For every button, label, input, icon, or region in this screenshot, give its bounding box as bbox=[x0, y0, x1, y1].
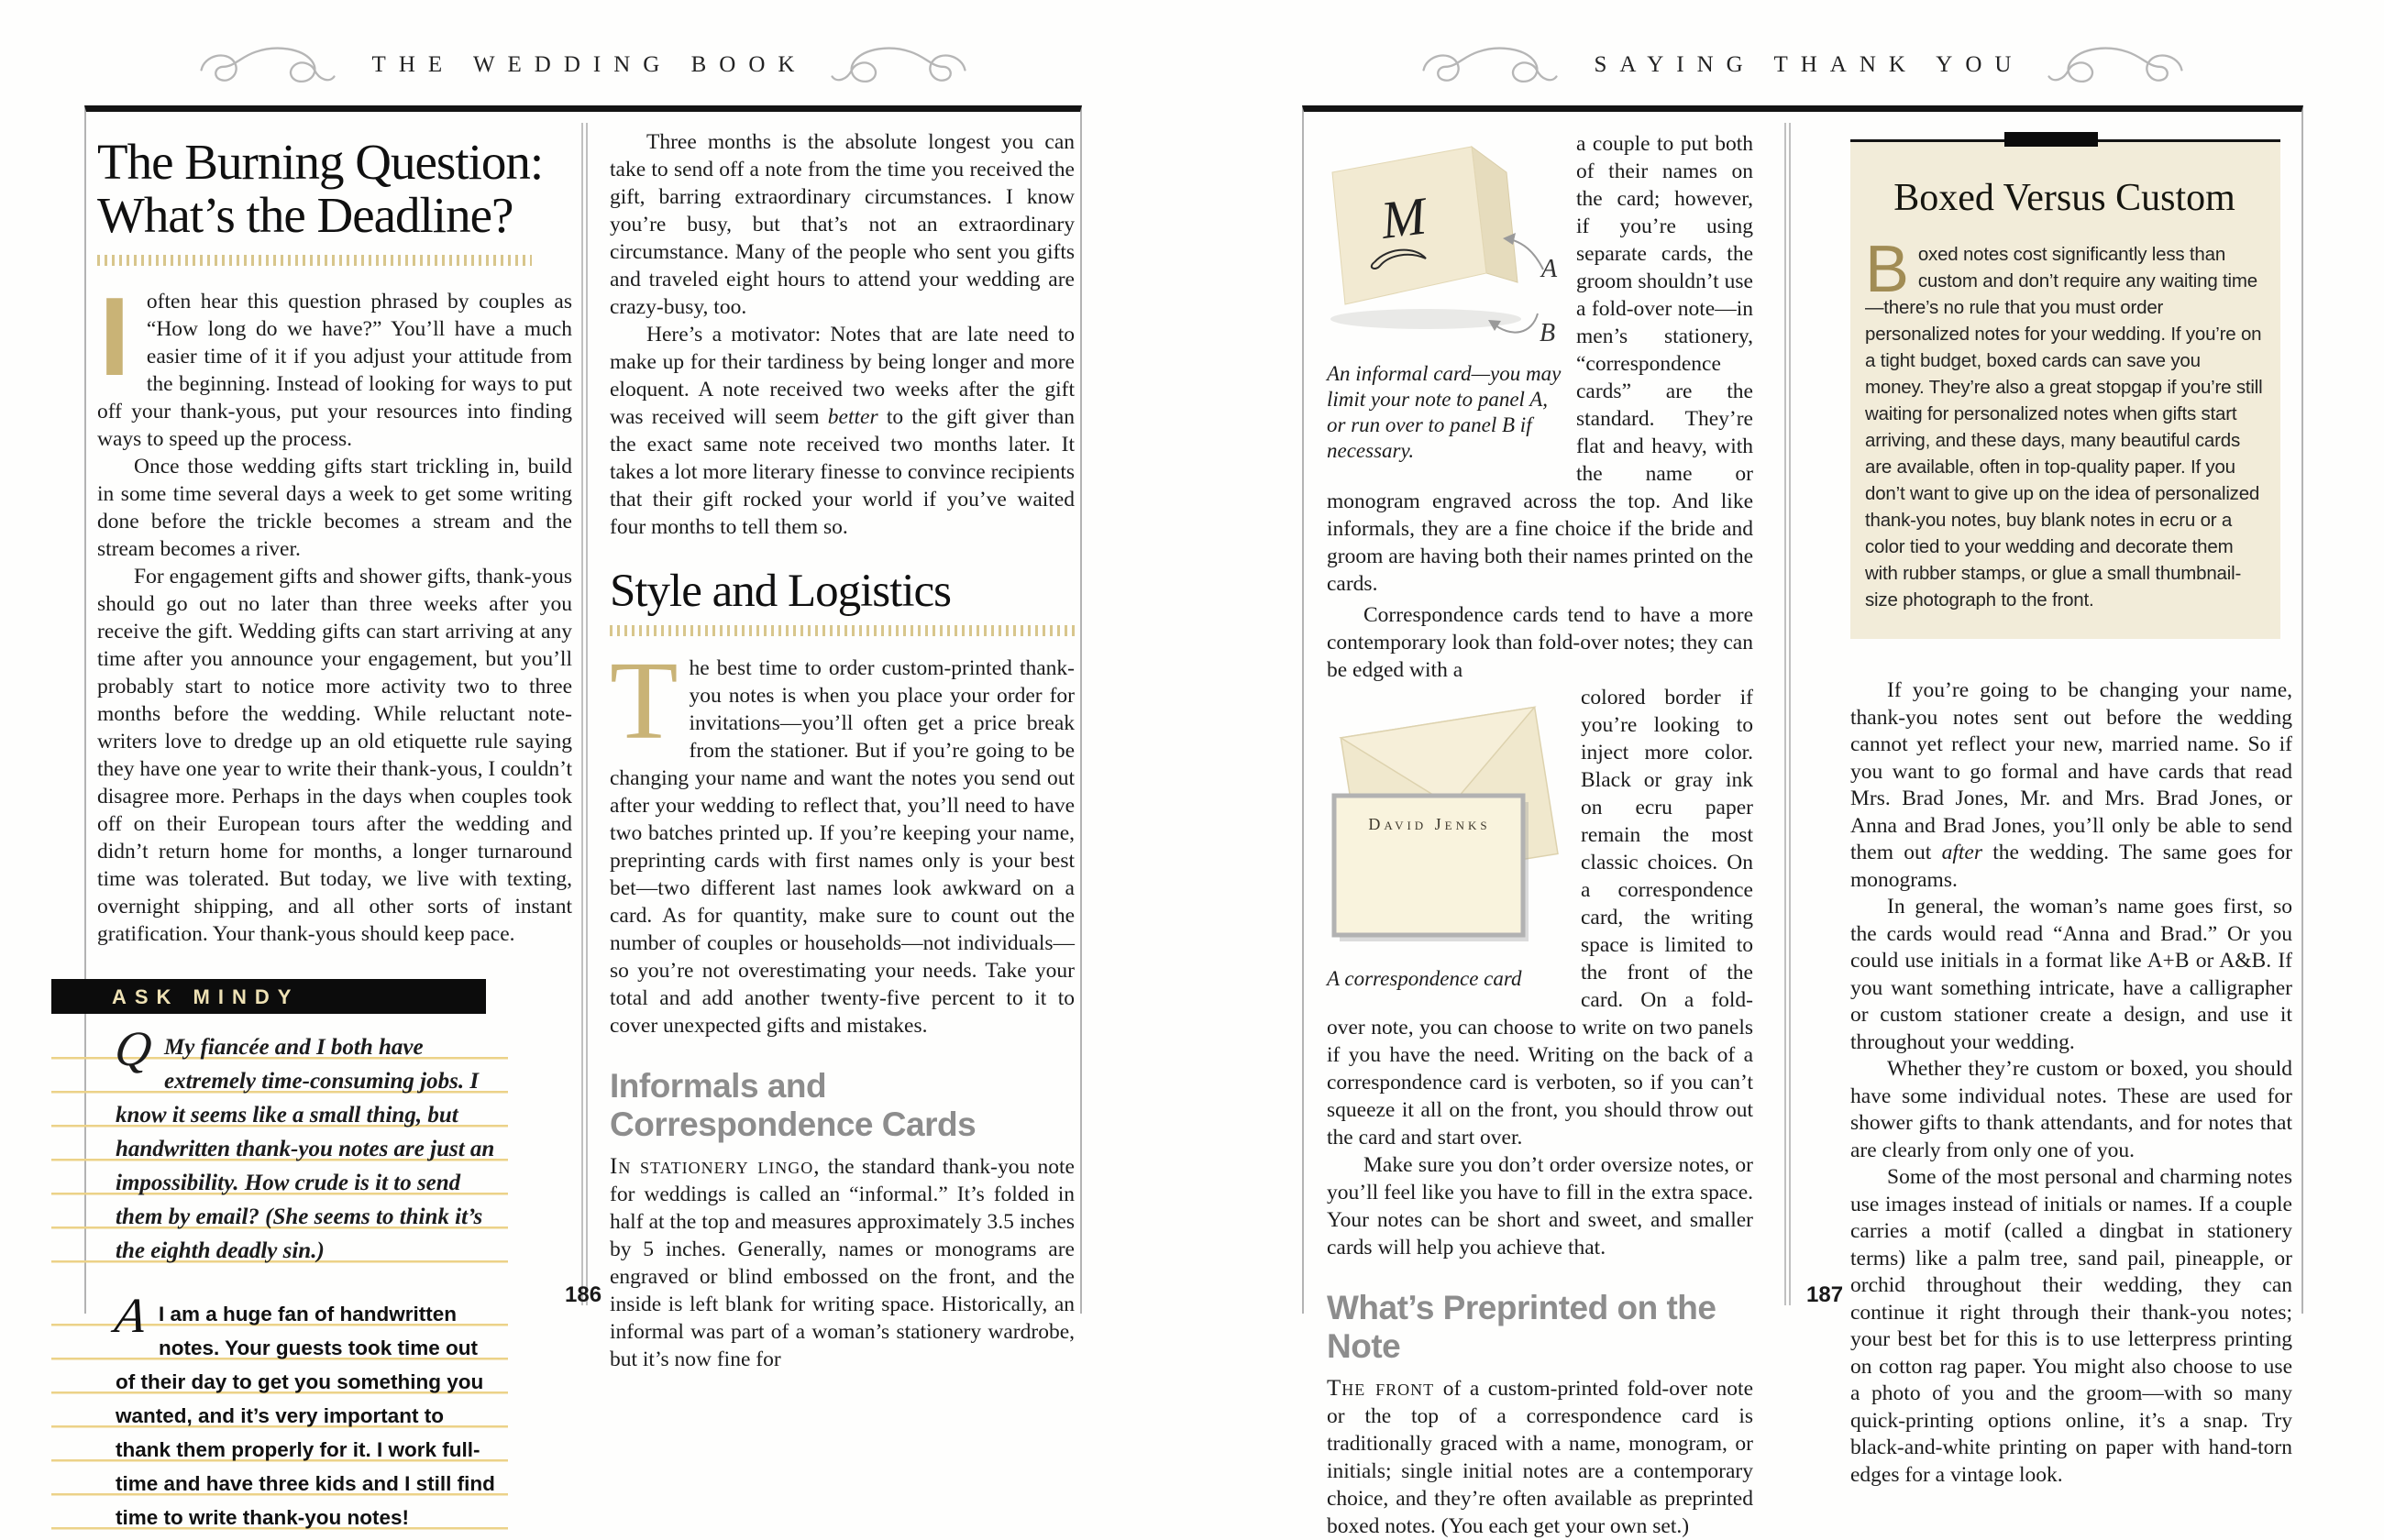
paragraph: The best time to order custom-printed thank-you notes is when you place your order for invitations—you’ll often get a price break from the stationer. But if you’re going to be changing your name and want the notes you send out after your wedding to reflect that, you’ll need to have two batches printed up. If you’re keeping your name, preprinting cards with first names only is your best bet—two different last names look awkward on a card. As for quantity, make sure to count out the number of couples or households—not individuals—so you’re not overestimating your needs. Take your total and add another twenty-five percent to it to cover unexpected gifts and mistakes. bbox=[610, 639, 1075, 1038]
running-head-right bbox=[1302, 35, 2303, 95]
paragraph: Some of the most personal and charming notes use images instead of initials or names. If a couple carries a motif (called a dingbat in stationery terms) like a palm tree, sand pail, pineapple, or orchid throughout their wedding, they can continue it right through their thank-you notes; your best bet for this is to use letterpress printing on cotton rag paper. You might also choose to use a photo of you and the groom—with so many quick-printing options online, it’s a snap. Try black-and-white printing on paper with hand-torn edges for a vintage look. bbox=[1850, 1165, 2292, 1487]
boxed-versus-custom-sidebar bbox=[1850, 139, 2280, 639]
left-page-column-2 bbox=[610, 128, 1075, 1373]
section-heading: Style and Logistics bbox=[610, 566, 951, 617]
paragraph: a couple to put both of their names on the card; however, if you’re using separate cards, the groom shouldn’t use a fold-over note—in men’s stationery, “correspondence cards” are the standard. They’re flat and heavy, with the name or monogram engraved across the top. And like informals, they are a fine choice if the bride and groom are having both their names printed on the cards. bbox=[1327, 132, 1753, 596]
correspondence-card-illustration bbox=[1327, 688, 1568, 958]
paragraph: If you’re going to be changing your name, thank-you notes sent out before the wedding cannot yet reflect your new, married name. So if you want to go formal and have cards that read Mrs. Brad Jones, Mr. and Mrs. Brad Jones, or Anna and Brad Jones, you’ll only be able to send them out after the wedding. The same goes for monograms. bbox=[1850, 678, 2292, 892]
paragraph: In stationery lingo, the standard thank-you note for weddings is called an “informal.” It’s folded in half at the top and measures approximately 3.5 inches by 5 inches. Generally, names or monograms are engraved or blind embossed on the front, and the inside is left blank for writing space. Historically, an informal was part of a woman’s stationery wardrobe, but it’s now fine for bbox=[610, 1154, 1075, 1371]
subsection-heading: What’s Preprinted on the Note bbox=[1327, 1289, 1716, 1365]
informal-card-caption: An informal card—you may limit your note to panel A, or run over to panel B if necessary. bbox=[1327, 362, 1562, 462]
right-page-column-2 bbox=[1850, 139, 2292, 1489]
drop-cap: T bbox=[610, 639, 679, 763]
panel-a-label: A bbox=[1541, 255, 1558, 283]
question-glyph: Q bbox=[111, 1021, 156, 1076]
dotted-rule bbox=[97, 255, 532, 266]
informal-card-figure bbox=[1327, 138, 1563, 464]
page-left bbox=[84, 105, 1082, 1529]
small-caps-lead: The front bbox=[1327, 1376, 1435, 1401]
sidebar-tab bbox=[2004, 132, 2098, 147]
ask-mindy-answer: A I am a huge fan of handwritten notes. Your guests took time out of their day to get you something you wanted, and it’s very important to thank them properly for it. I work full-time and have three kids and I still find time to write thank-you notes! bbox=[51, 1293, 508, 1536]
paragraph: In general, the woman’s name goes first, so the cards would read “Anna and Brad.” Or you could use initials in a format like A+B or A&B. If you want something intricate, have a calligrapher or custom stationer create a design, and use it throughout your wedding. bbox=[1850, 895, 2292, 1054]
small-caps-lead: In stationery lingo, bbox=[610, 1154, 821, 1179]
subsection-heading: Informals and Correspondence Cards bbox=[610, 1067, 977, 1143]
page-title-line1: The Burning Question: bbox=[97, 134, 544, 190]
paragraph: Once those wedding gifts start trickling in, build in some time several days a week to get some writing done before the trickle becomes a stream and the stream becomes a river. bbox=[97, 455, 572, 561]
informal-card-illustration bbox=[1327, 138, 1563, 353]
ask-mindy-question: Q My fiancée and I both have extremely time-consuming jobs. I know it seems like a small thing, but handwritten thank-you notes are just an impossibility. How crude is it to send them by email? (She seems to think it’s the eighth deadly sin.) bbox=[51, 1027, 508, 1270]
page-number: 186 bbox=[565, 1282, 602, 1307]
paragraph: Whether they’re custom or boxed, you should have some individual notes. These are used for shower gifts to thank attendants, and for notes that are clearly from only one of you. bbox=[1850, 1057, 2292, 1162]
page-title bbox=[97, 136, 572, 242]
answer-glyph: A bbox=[111, 1288, 150, 1343]
right-page-column-1 bbox=[1327, 130, 1753, 1540]
paragraph: The front of a custom-printed fold-over note or the top of a correspondence card is traditionally graced with a name, monogram, or initials; single initial notes are a contemporary choice, and they’re often available as preprinted boxed notes. (You each get your own set.) bbox=[1327, 1376, 1753, 1538]
paragraph: Here’s a motivator: Notes that are late need to make up for their tardiness by being longer and more eloquent. A note received two weeks after the gift was received will seem better to the gift giver than the exact same note received two months later. It takes a lot more literary finesse to convince recipients that their gift rocked your world if you’ve waited four months to tell them so. bbox=[610, 323, 1075, 539]
paragraph: For engagement gifts and shower gifts, thank-yous should go out no later than three weeks after you receive the gift. Wedding gifts can start arriving at any time after you announce your engagement, but you’ll probably start to notice more activity two to three months before the wedding. While reluctant note-writers love to dredge up an old etiquette rule saying they have one year to write their thank-yous, I couldn’t disagree more. Perhaps in the days when couples took off on their European tours after the wedding and didn’t return home for months, a longer turnaround time was tolerated. But today, we live with texting, overnight shipping, and all other sorts of instant gratification. Your thank-yous should keep pace. bbox=[97, 565, 572, 946]
ask-mindy-header: ASK MINDY bbox=[51, 979, 486, 1014]
paragraph: colored border if you’re looking to inject more color. Black or gray ink on ecru paper remain the most classic choices. On a correspondence card, the writing space is limited to the front of the card. On a fold-over note, you can choose to write on two panels if you have the need. Writing on the back of a correspondence card is verboten, so if you can’t squeeze it all on the front, you should throw out the card and start over. bbox=[1327, 686, 1753, 1150]
monogram: M bbox=[1377, 185, 1429, 250]
page-title-line2: What’s the Deadline? bbox=[97, 187, 513, 243]
running-head-left bbox=[84, 35, 1082, 95]
page-right bbox=[1302, 105, 2303, 1538]
paragraph: Ioften hear this question phrased by couples as “How long do we have?” You’ll have a much easier time of it if you adjust your attitude from the beginning. Instead of looking for ways to put off your thank-yous, put your resources into finding ways to speed up the process. bbox=[97, 274, 572, 451]
left-page-column-1 bbox=[97, 136, 572, 1536]
sidebar-title: Boxed Versus Custom bbox=[1893, 177, 2235, 219]
drop-cap: B bbox=[1865, 233, 1909, 306]
sidebar-text: Boxed notes cost significantly less than custom and don’t require any waiting time—there’s no rule that you must order personalized notes for your wedding. If you’re on a tight budget, boxed cards can save you money. They’re also a great stopgap if you’re still waiting for personalized notes when gifts start arriving, and these days, many beautiful cards are available, often in top-quality paper. If you don’t want to give up on the idea of personalized thank-you notes, buy blank notes in ecru or a color tied to your wedding and decorate them with rubber stamps, or glue a small thumbnail-size photograph to the front. bbox=[1865, 233, 2263, 610]
drop-cap: I bbox=[99, 274, 130, 399]
paragraph: Make sure you don’t order oversize notes, or you’ll feel like you have to fill in the extra space. Your notes can be short and sweet, and smaller cards will help you achieve that. bbox=[1327, 1153, 1753, 1260]
ask-mindy-sidebar bbox=[51, 979, 508, 1536]
paragraph: Correspondence cards tend to have a more contemporary look than fold-over notes; they can be edged with a bbox=[1327, 603, 1753, 682]
correspondence-card-caption: A correspondence card bbox=[1327, 967, 1522, 990]
flourish-icon bbox=[829, 39, 968, 91]
book-title-header: THE WEDDING BOOK bbox=[371, 52, 808, 77]
paragraph: Three months is the absolute longest you can take to send off a note from the time you received the gift, barring extraordinary circumstances. I know you’re busy, but that’s not an extraordinary circumstance. Many of the people who sent you gifts and traveled eight hours to attend your wedding are crazy-busy, too. bbox=[610, 130, 1075, 319]
flourish-icon bbox=[198, 39, 337, 91]
flourish-icon bbox=[1420, 39, 1560, 91]
column-divider bbox=[581, 123, 588, 1305]
chapter-header: SAYING THANK YOU bbox=[1594, 52, 2025, 77]
page-number: 187 bbox=[1806, 1282, 1844, 1307]
panel-b-label: B bbox=[1540, 319, 1556, 347]
card-printed-name: David Jenks bbox=[1368, 815, 1491, 833]
correspondence-card-figure bbox=[1327, 688, 1568, 992]
flourish-icon bbox=[2046, 39, 2185, 91]
column-divider bbox=[1784, 123, 1791, 1305]
dotted-rule bbox=[610, 625, 1075, 636]
